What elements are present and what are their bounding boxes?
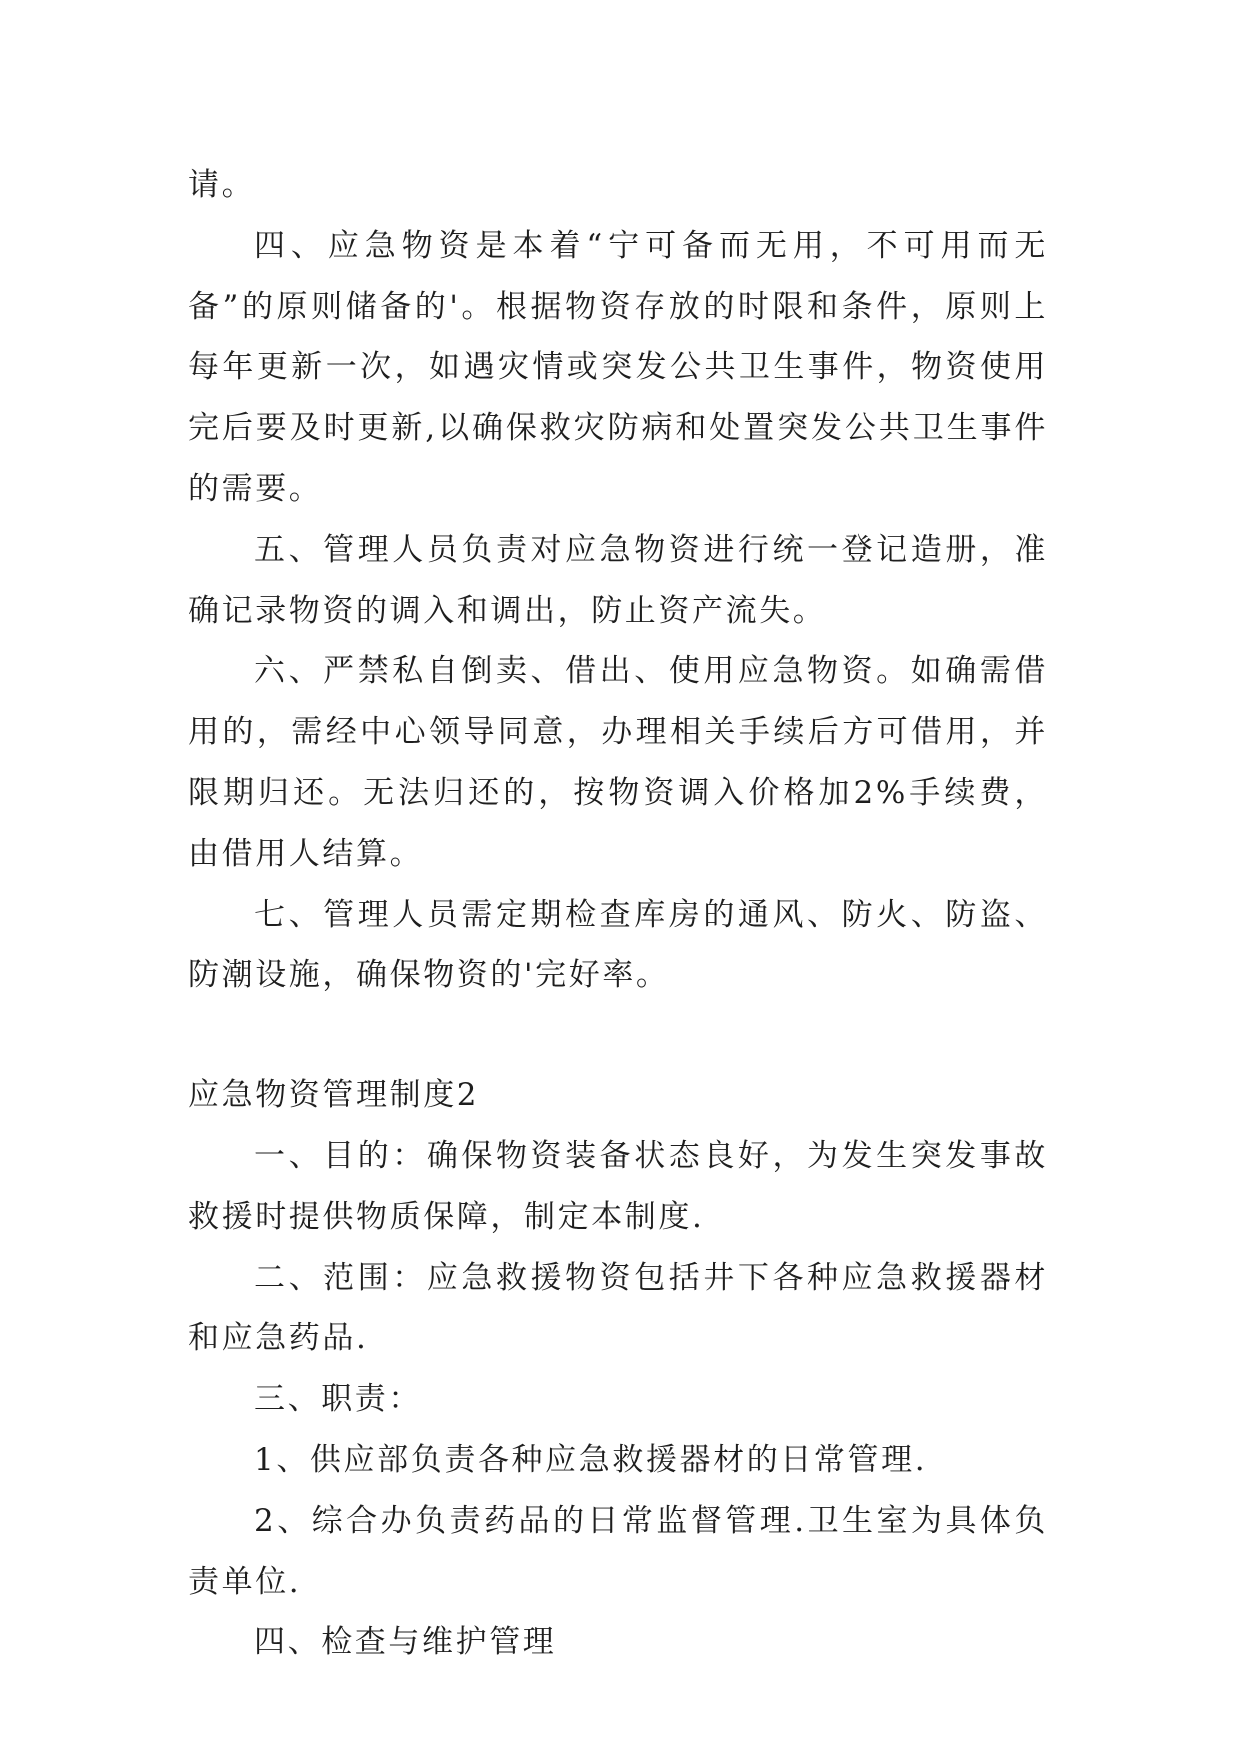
section-title: 应急物资管理制度2 [188, 1077, 480, 1114]
paragraph-rule-7: 七、管理人员需定期检查库房的通风、防火、防盗、防潮设施，确保物资的'完好率。 [188, 896, 1048, 994]
paragraph-scope: 二、范围：应急救援物资包括井下各种应急救援器材和应急药品. [188, 1259, 1048, 1357]
paragraph-duty-1: 1、供应部负责各种应急救援器材的日常管理. [254, 1441, 928, 1478]
paragraph-inspection: 四、检查与维护管理 [254, 1624, 557, 1661]
document-page [188, 155, 1048, 1673]
paragraph-rule-5: 五、管理人员负责对应急物资进行统一登记造册，准确记录物资的调入和调出，防止资产流失。 [188, 531, 1048, 629]
paragraph-rule-4: 四、应急物资是本着“宁可备而无用，不可用而无备”的原则储备的'。根据物资存放的时限和条件，原则上每年更新一次，如遇灾情或突发公共卫生事件，物资使用完后要及时更新,以确保救灾防病和处置突发公共卫生事件的需要。 [188, 227, 1048, 507]
paragraph-responsibilities: 三、职责： [254, 1381, 422, 1418]
paragraph-rule-6: 六、严禁私自倒卖、借出、使用应急物资。如确需借用的，需经中心领导同意，办理相关手续后方可借用，并限期归还。无法归还的，按物资调入价格加2%手续费，由借用人结算。 [188, 653, 1048, 872]
paragraph-continuation: 请。 [188, 167, 256, 203]
paragraph-purpose: 一、目的：确保物资装备状态良好，为发生突发事故救援时提供物质保障，制定本制度. [188, 1137, 1048, 1235]
paragraph-duty-2: 2、综合办负责药品的日常监督管理.卫生室为具体负责单位. [188, 1502, 1048, 1600]
